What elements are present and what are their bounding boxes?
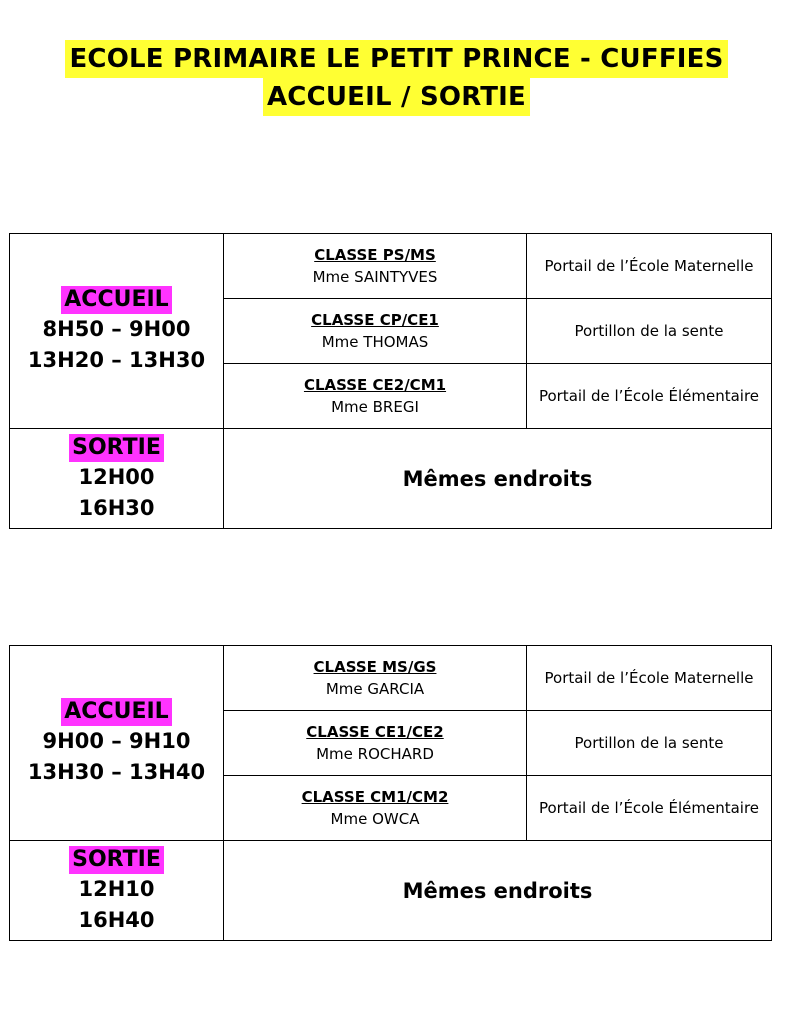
class-cell <box>224 711 527 776</box>
teacher-name: Mme OWCA <box>330 810 420 828</box>
location-cell: Portail de l’École Élémentaire <box>527 364 772 429</box>
sortie-time-noon: 12H10 <box>78 876 155 901</box>
sortie-cell <box>10 841 224 941</box>
sortie-time-evening: 16H40 <box>78 907 155 932</box>
teacher-name: Mme BREGI <box>331 398 419 416</box>
location-cell: Portillon de la sente <box>527 711 772 776</box>
schedule-table-1 <box>9 233 772 529</box>
class-cell <box>224 234 527 299</box>
accueil-time-morning: 8H50 – 9H00 <box>42 317 191 341</box>
teacher-name: Mme SAINTYVES <box>312 268 438 286</box>
teacher-name: Mme GARCIA <box>325 680 425 698</box>
school-title: ECOLE PRIMAIRE LE PETIT PRINCE - CUFFIES <box>65 40 727 78</box>
teacher-name: Mme THOMAS <box>321 333 429 351</box>
sortie-time-evening: 16H30 <box>78 495 155 520</box>
location-cell: Portillon de la sente <box>527 299 772 364</box>
accueil-time-afternoon: 13H20 – 13H30 <box>27 348 206 372</box>
table-row <box>10 234 772 299</box>
location-cell: Portail de l’École Maternelle <box>527 646 772 711</box>
accueil-cell <box>10 646 224 841</box>
same-places-cell: Mêmes endroits <box>224 429 772 529</box>
same-places-cell: Mêmes endroits <box>224 841 772 941</box>
sortie-label: SORTIE <box>69 434 164 462</box>
table-row <box>10 429 772 529</box>
class-name: CLASSE CE2/CM1 <box>303 376 447 394</box>
location-cell: Portail de l’École Élémentaire <box>527 776 772 841</box>
schedule-table-2 <box>9 645 772 941</box>
class-cell <box>224 299 527 364</box>
class-cell <box>224 776 527 841</box>
sortie-time-noon: 12H00 <box>78 464 155 489</box>
class-cell <box>224 646 527 711</box>
class-name: CLASSE CE1/CE2 <box>306 723 444 741</box>
class-name: CLASSE CM1/CM2 <box>301 788 449 806</box>
accueil-cell <box>10 234 224 429</box>
table-row <box>10 841 772 941</box>
accueil-label: ACCUEIL <box>61 286 171 314</box>
class-cell <box>224 364 527 429</box>
location-cell: Portail de l’École Maternelle <box>527 234 772 299</box>
document-header <box>0 40 793 116</box>
class-name: CLASSE PS/MS <box>314 246 436 264</box>
accueil-time-afternoon: 13H30 – 13H40 <box>27 760 206 784</box>
document-subtitle: ACCUEIL / SORTIE <box>263 78 530 116</box>
accueil-label: ACCUEIL <box>61 698 171 726</box>
table-row <box>10 646 772 711</box>
sortie-cell <box>10 429 224 529</box>
class-name: CLASSE MS/GS <box>313 658 437 676</box>
class-name: CLASSE CP/CE1 <box>311 311 439 329</box>
accueil-time-morning: 9H00 – 9H10 <box>42 729 191 753</box>
teacher-name: Mme ROCHARD <box>316 745 434 763</box>
sortie-label: SORTIE <box>69 846 164 874</box>
